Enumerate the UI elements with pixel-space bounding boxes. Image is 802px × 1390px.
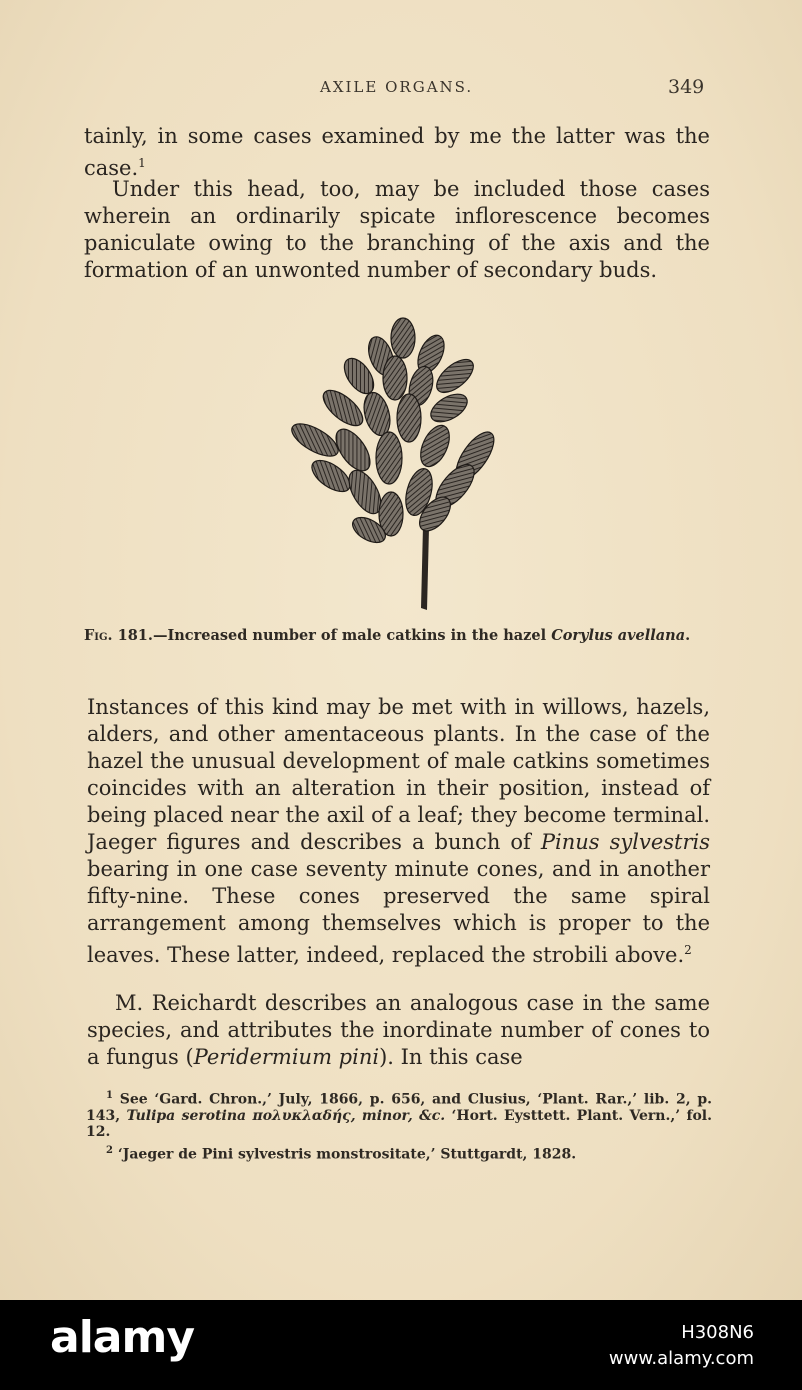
footnote-2 (86, 1143, 712, 1163)
footnote-text: ‘Hort. Eysttett. Plant. Vern.,’ fol. 12. (86, 1107, 712, 1140)
catkin-stem (421, 526, 429, 610)
fungus-name: Peridermium pini (193, 1045, 380, 1069)
figure-label: Fig. 181. (84, 627, 153, 644)
running-head: AXILE ORGANS. (320, 78, 474, 96)
footnote-mark: 2 (106, 1144, 113, 1156)
caption-text: —Increased number of male catkins in the hazel (152, 627, 552, 644)
footnote-mark: 1 (106, 1090, 113, 1101)
alamy-logo: alamy (50, 1312, 194, 1363)
paragraph-text: bearing in one case seventy minute cones, and in another fifty-nine. These cones preserved the same spiral arrangement among themselves which is proper to the leaves. These latter, indeed, replaced the strobili above. (87, 857, 710, 967)
watermark-url: www.alamy.com (608, 1348, 754, 1369)
catkin-illustration (285, 316, 509, 616)
footnote-text: See ‘Gard. Chron.,’ July, 1866, p. 656, and Clusius, ‘Plant. Rar.,’ lib. 2, p. 143, (86, 1091, 712, 1124)
paragraph-text: ). In this case (379, 1045, 523, 1069)
paragraph-text: Instances of this kind may be met with in willows, hazels, alders, and other amentaceous plants. In the case of the hazel the unusual development of male catkins sometimes coincides with an alteration in their position, instead of being placed near the axil of a leaf; they become terminal. Jaeger figures and describes a bunch of (87, 695, 710, 854)
species-name: Pinus sylvestris (540, 830, 710, 854)
caption-species: Corylus avellana (551, 627, 686, 644)
caption-end: . (685, 627, 691, 644)
footnote-italic: Tulipa serotina πολυκλαδής, minor, &c. (126, 1107, 446, 1124)
paragraph (87, 990, 710, 1071)
image-id: H308N6 (681, 1322, 754, 1343)
footnote-text: ‘Jaeger de Pini sylvestris monstrositate,’ Stuttgardt, 1828. (112, 1146, 577, 1163)
footnote-1 (86, 1088, 712, 1140)
footnote-ref: 2 (684, 943, 692, 957)
paragraph (87, 694, 710, 969)
catkin-cluster (287, 318, 501, 548)
footnotes (86, 1088, 712, 1162)
footnote-ref: 1 (138, 156, 146, 170)
paragraph: Under this head, too, may be included those cases wherein an ordinarily spicate inflorescence becomes paniculate owing to the branching of the axis and the formation of an unwonted number of secondary buds. (84, 177, 710, 282)
page-number: 349 (668, 76, 705, 98)
paragraph-continuation (84, 123, 710, 182)
paragraph-text: M. Reichardt describes an analogous case in the same species, and attributes the inordinate number of cones to a fungus ( (87, 991, 710, 1069)
paragraph-text: tainly, in some cases examined by me the latter was the case. (84, 124, 710, 180)
figure-caption (84, 626, 710, 646)
